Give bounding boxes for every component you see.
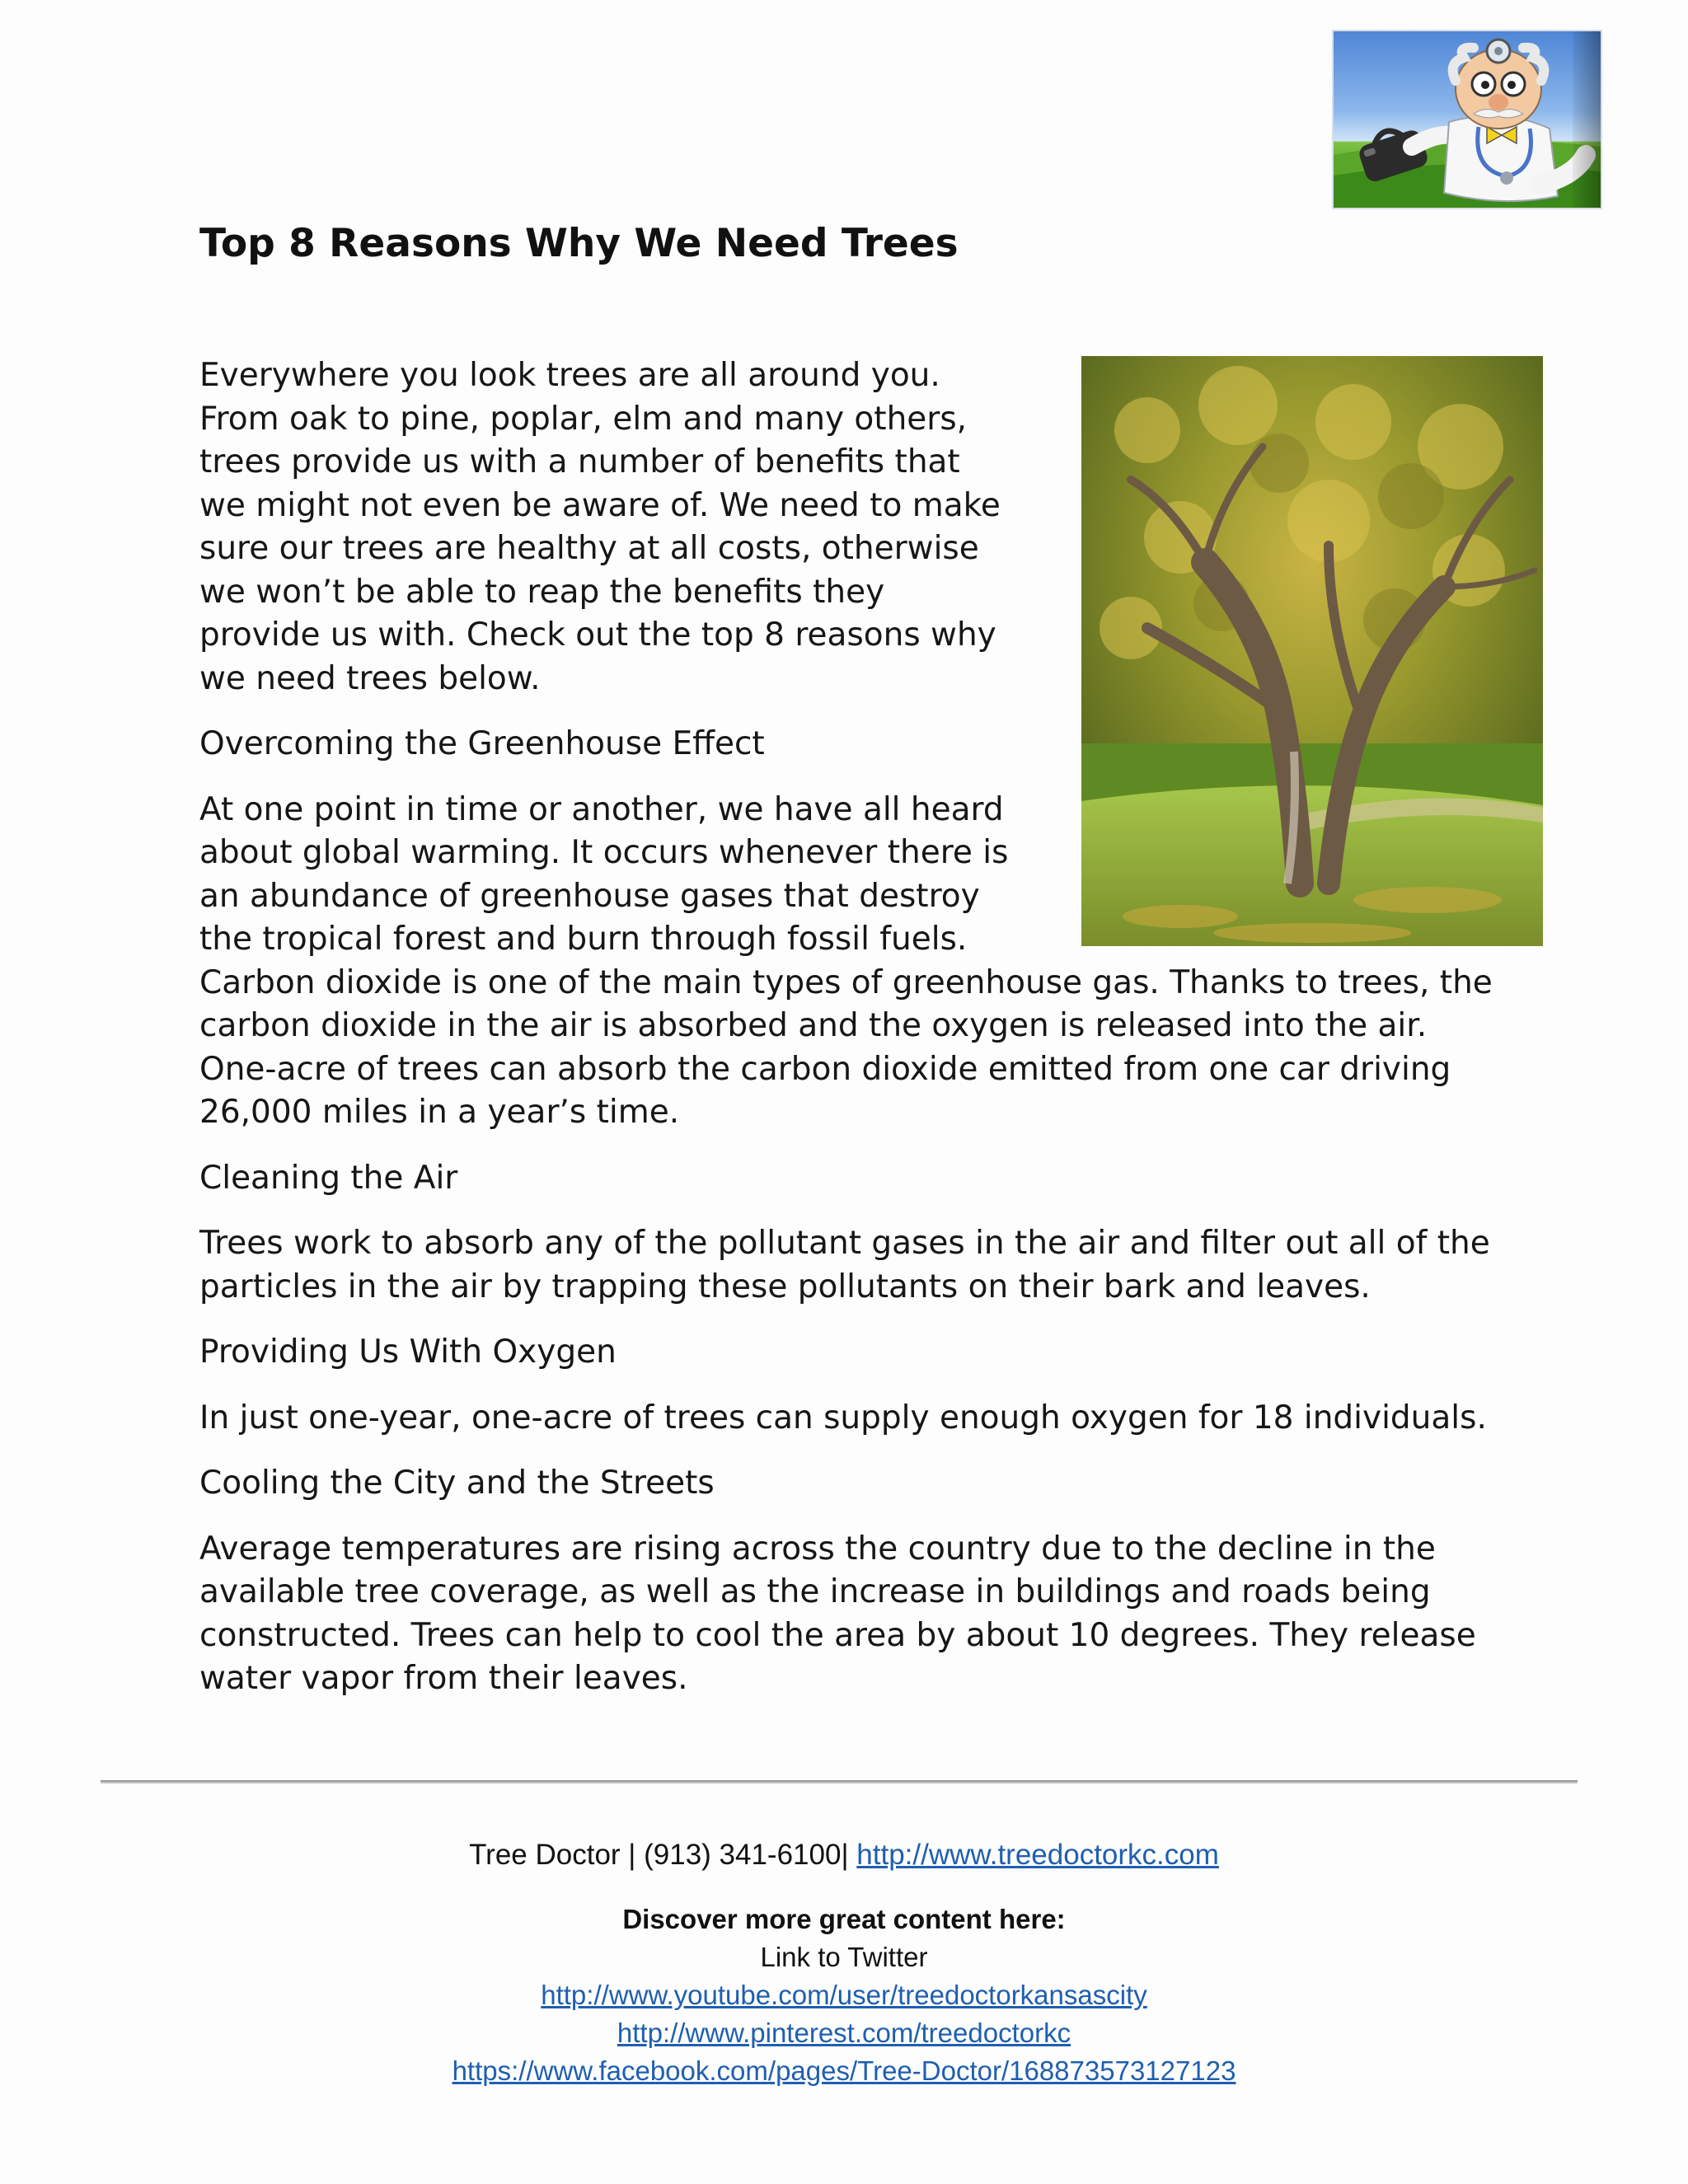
footer-contact-text: Tree Doctor | (913) 341-6100|: [469, 1839, 849, 1871]
pinterest-link[interactable]: http://www.pinterest.com/treedoctorkc: [617, 2018, 1071, 2048]
tree-doctor-logo: [1334, 31, 1601, 208]
section-heading-greenhouse: Overcoming the Greenhouse Effect: [199, 725, 765, 762]
section-body-greenhouse: At one point in time or another, we have all heard about global warming. It occurs whenever there is an abundance of greenhouse gases that destroy the tropical forest and burn through fossil fuels. Carbon dioxide is one of the main types of greenhouse gas. Thanks to trees, the carbon dioxide in the air is absorbed and the oxygen is released into the air. One-acre of trees can absorb the carbon dioxide emitted from one car driving 26,000 miles in a year’s time.: [199, 790, 1493, 1131]
section-heading-cooling: Cooling the City and the Streets: [199, 1465, 715, 1502]
page-title: Top 8 Reasons Why We Need Trees: [199, 221, 959, 266]
youtube-link[interactable]: http://www.youtube.com/user/treedoctorkansascity: [541, 1980, 1147, 2010]
twitter-link-text[interactable]: Link to Twitter: [760, 1942, 928, 1972]
section-body-oxygen: In just one-year, one-acre of trees can supply enough oxygen for 18 individuals.: [199, 1399, 1487, 1436]
facebook-link[interactable]: https://www.facebook.com/pages/Tree-Doctor/168873573127123: [452, 2055, 1236, 2086]
footer-contact: [0, 1835, 1688, 1876]
footer: [0, 1835, 1688, 2090]
section-heading-oxygen: Providing Us With Oxygen: [199, 1333, 617, 1371]
footer-divider: [101, 1780, 1578, 1783]
discover-heading: Discover more great content here:: [622, 1904, 1066, 1934]
article-body: [199, 354, 1502, 1723]
section-heading-cleaning-air: Cleaning the Air: [199, 1159, 458, 1197]
intro-paragraph: Everywhere you look trees are all around you. From oak to pine, poplar, elm and many others, trees provide us with a number of benefits that we might not even be aware of. We need to make sure our trees are healthy at all costs, otherwise we won’t be able to reap the benefits they provide us with. Check out the top 8 reasons why we need trees below.: [199, 357, 1001, 697]
section-body-cooling: Average temperatures are rising across the country due to the decline in the available tree coverage, as well as the increase in buildings and roads being constructed. Trees can help to cool the area by about 10 degrees. They release water vapor from their leaves.: [199, 1530, 1476, 1697]
website-link[interactable]: http://www.treedoctorkc.com: [856, 1839, 1219, 1871]
section-body-cleaning-air: Trees work to absorb any of the pollutant gases in the air and filter out all of the particles in the air by trapping these pollutants on their bark and leaves.: [199, 1225, 1490, 1305]
